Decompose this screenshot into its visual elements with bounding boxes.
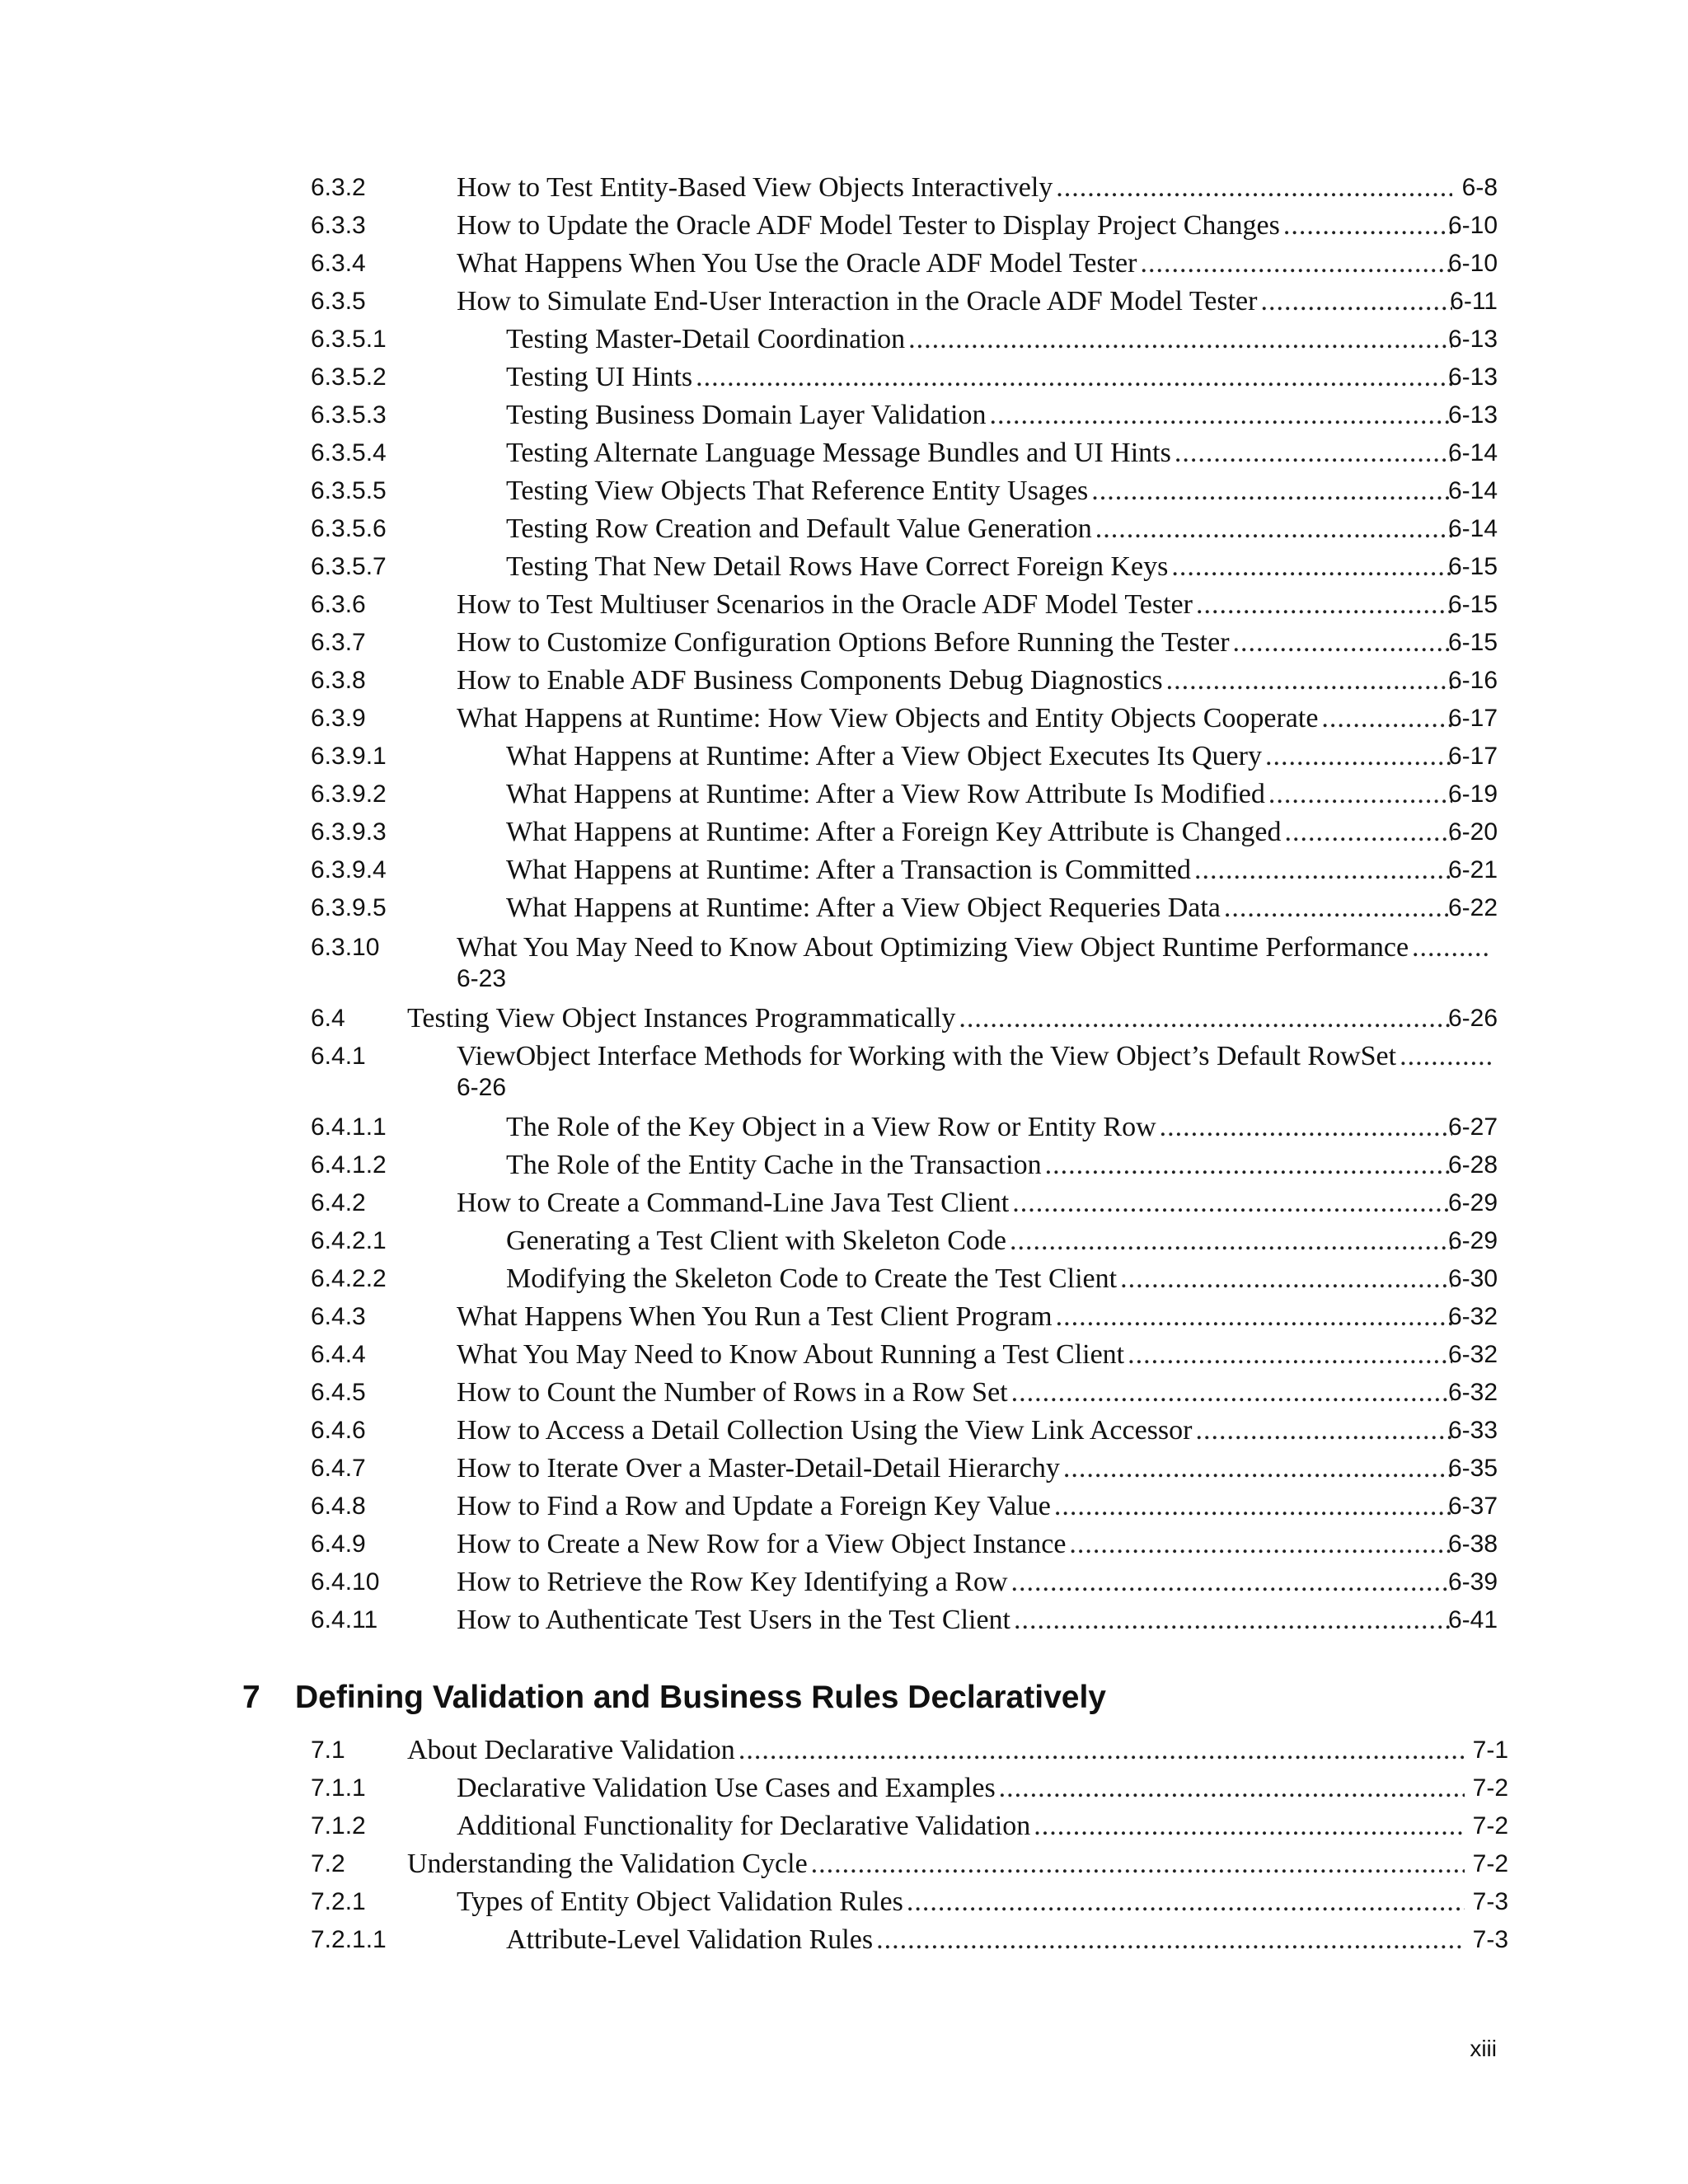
entry-page: 7-3: [1472, 1926, 1508, 1953]
toc-entry[interactable]: [0, 1526, 1688, 1563]
dot-leader: [696, 359, 1452, 396]
entry-title: Declarative Validation Use Cases and Examples: [457, 1773, 996, 1803]
toc-entry[interactable]: [0, 1146, 1688, 1184]
entry-page: 6-37: [1447, 1493, 1498, 1520]
entry-number: 6.4.9: [311, 1530, 366, 1558]
dot-leader: [876, 1921, 1465, 1959]
entry-title: Modifying the Skeleton Code to Create the Test Client: [506, 1263, 1118, 1294]
entry-title: Additional Functionality for Declarative Validation: [457, 1811, 1031, 1841]
entry-title: What Happens at Runtime: After a View Object Executes Its Query: [506, 741, 1262, 771]
toc-entry[interactable]: [0, 1260, 1688, 1298]
entry-title: ViewObject Interface Methods for Working with the View Object’s Default RowSet: [457, 1041, 1397, 1071]
entry-number: 6.3.5.7: [311, 553, 387, 580]
entry-title: How to Iterate Over a Master-Detail-Detail Hierarchy: [457, 1453, 1060, 1483]
entry-title: How to Authenticate Test Users in the Test Client: [457, 1605, 1010, 1635]
entry-title: Types of Entity Object Validation Rules: [457, 1886, 903, 1917]
entry-page: 6-32: [1447, 1379, 1498, 1406]
toc-entry[interactable]: [0, 1732, 1688, 1769]
toc-entry[interactable]: [0, 245, 1688, 283]
entry-title: What Happens at Runtime: After a View Row Attribute Is Modified: [506, 779, 1265, 809]
dot-leader: [907, 1883, 1465, 1921]
toc-entry[interactable]: [0, 1563, 1688, 1601]
dot-leader: [1034, 1807, 1465, 1845]
dot-leader: [1063, 1450, 1452, 1488]
entry-page: 6-14: [1447, 477, 1498, 504]
entry-title: The Role of the Key Object in a View Row or Entity Row: [506, 1112, 1156, 1142]
entry-number: 6.3.9.3: [311, 818, 387, 846]
entry-number: 6.4.5: [311, 1379, 366, 1406]
entry-title: The Role of the Entity Cache in the Transaction: [506, 1150, 1042, 1180]
entry-page: 6-33: [1447, 1417, 1498, 1444]
entry-page: 6-26: [457, 1074, 507, 1101]
toc-entry[interactable]: [0, 1601, 1688, 1639]
toc-entry[interactable]: [0, 889, 1688, 927]
entry-title: What Happens When You Use the Oracle ADF Model Tester: [457, 248, 1137, 279]
entry-title: Attribute-Level Validation Rules: [506, 1924, 874, 1955]
entry-number: 6.4: [311, 1005, 345, 1032]
dot-leader: [1091, 472, 1452, 510]
entry-title: How to Count the Number of Rows in a Row Set: [457, 1377, 1008, 1408]
entry-page: 6-35: [1447, 1455, 1498, 1482]
entry-number: 6.3.5: [311, 288, 366, 315]
entry-number: 6.3.5.3: [311, 401, 387, 429]
entry-page: 6-14: [1447, 515, 1498, 542]
dot-leader: [1014, 1601, 1452, 1639]
toc-entry[interactable]: [0, 700, 1688, 738]
toc-entry[interactable]: [0, 1807, 1688, 1845]
entry-number: 6.4.3: [311, 1303, 366, 1330]
entry-number: 6.3.8: [311, 667, 366, 694]
entry-page: 6-14: [1447, 439, 1498, 466]
dot-leader: [1224, 889, 1452, 927]
entry-number: 6.3.2: [311, 174, 366, 201]
entry-page: 6-17: [1447, 705, 1498, 732]
entry-page: 6-17: [1447, 743, 1498, 770]
dot-leader: [1056, 169, 1452, 207]
entry-page: 6-10: [1447, 250, 1498, 277]
toc-entry[interactable]: [0, 1108, 1688, 1146]
entry-page: 6-13: [1447, 401, 1498, 429]
toc-entry[interactable]: [0, 359, 1688, 396]
entry-page: 6-27: [1447, 1113, 1498, 1141]
chapter-number: 7: [242, 1680, 260, 1715]
entry-title: What Happens at Runtime: How View Objects and Entity Objects Cooperate: [457, 703, 1319, 733]
toc-entry[interactable]: [0, 321, 1688, 359]
chapter-heading[interactable]: [242, 1677, 1106, 1718]
entry-title: How to Create a New Row for a View Object Instance: [457, 1529, 1067, 1559]
dot-leader: [1069, 1526, 1452, 1563]
entry-page: 6-15: [1447, 591, 1498, 618]
entry-title: Testing UI Hints: [506, 362, 693, 392]
dot-leader: [1095, 510, 1452, 548]
entry-page: 7-1: [1472, 1736, 1508, 1764]
dot-leader: [1196, 586, 1452, 624]
entry-title: How to Create a Command-Line Java Test Client: [457, 1188, 1010, 1218]
entry-number: 6.3.9.5: [311, 894, 387, 921]
entry-title: Understanding the Validation Cycle: [407, 1849, 808, 1879]
entry-number: 6.3.3: [311, 212, 366, 239]
entry-number: 6.3.4: [311, 250, 366, 277]
entry-title: Testing View Objects That Reference Entity Usages: [506, 476, 1089, 506]
entry-page: 6-16: [1447, 667, 1498, 694]
entry-title: Generating a Test Client with Skeleton Code: [506, 1226, 1006, 1256]
entry-number: 6.4.7: [311, 1455, 366, 1482]
dot-leader: [989, 396, 1452, 434]
entry-number: 7.1.1: [311, 1774, 366, 1802]
entry-page: 6-19: [1447, 780, 1498, 808]
toc-entry[interactable]: [0, 851, 1688, 889]
entry-page: 6-15: [1447, 629, 1498, 656]
entry-number: 6.4.11: [311, 1606, 378, 1633]
dot-leader: [908, 321, 1452, 359]
entry-number: 6.4.1.1: [311, 1113, 387, 1141]
entry-number: 6.3.9.4: [311, 856, 387, 883]
dot-leader: [1233, 624, 1452, 662]
entry-title: How to Test Entity-Based View Objects Interactively: [457, 172, 1053, 203]
entry-title: Testing Master-Detail Coordination: [506, 324, 906, 354]
entry-page: 6-22: [1447, 894, 1498, 921]
toc-entry[interactable]: [0, 396, 1688, 434]
entry-page: 6-38: [1447, 1530, 1498, 1558]
dot-leader: [1045, 1146, 1452, 1184]
entry-title: Testing Alternate Language Message Bundles and UI Hints: [506, 438, 1171, 468]
entry-number: 7.2: [311, 1850, 345, 1877]
entry-page: 7-3: [1472, 1888, 1508, 1915]
entry-title: How to Enable ADF Business Components Debug Diagnostics: [457, 665, 1163, 696]
toc-entry[interactable]: [0, 472, 1688, 510]
entry-title: How to Update the Oracle ADF Model Tester to Display Project Changes: [457, 210, 1280, 241]
entry-title: How to Customize Configuration Options Before Running the Tester: [457, 627, 1230, 658]
toc-entry[interactable]: [0, 1298, 1688, 1336]
entry-page: 7-2: [1472, 1774, 1508, 1802]
entry-title: What Happens at Runtime: After a Transaction is Committed: [506, 855, 1191, 885]
entry-page: 7-2: [1472, 1850, 1508, 1877]
entry-number: 6.4.1: [311, 1043, 366, 1070]
entry-title: What Happens at Runtime: After a Foreign Key Attribute is Changed: [506, 817, 1282, 847]
toc-entry[interactable]: [0, 1450, 1688, 1488]
entry-page: 6-41: [1447, 1606, 1498, 1633]
dot-leader: [1140, 245, 1452, 283]
entry-title: What You May Need to Know About Optimizing View Object Runtime Performance: [457, 932, 1409, 963]
entry-number: 6.4.2.1: [311, 1227, 387, 1254]
toc-entry[interactable]: [0, 1845, 1688, 1883]
entry-page: 6-13: [1447, 326, 1498, 353]
entry-page: 7-2: [1472, 1812, 1508, 1840]
entry-page: 6-32: [1447, 1303, 1498, 1330]
entry-number: 7.2.1: [311, 1888, 366, 1915]
entry-title: How to Simulate End-User Interaction in the Oracle ADF Model Tester: [457, 286, 1258, 316]
dot-leader: [959, 1000, 1452, 1038]
entry-page: 6-29: [1447, 1227, 1498, 1254]
dot-leader: [1195, 1412, 1452, 1450]
entry-title: How to Retrieve the Row Key Identifying a Row: [457, 1567, 1008, 1597]
toc-entry[interactable]: [0, 510, 1688, 548]
chapter-title: Defining Validation and Business Rules Declaratively: [295, 1680, 1106, 1715]
entry-number: 6.3.7: [311, 629, 366, 656]
dot-leader: [1194, 851, 1452, 889]
entry-number: 6.3.5.5: [311, 477, 387, 504]
entry-number: 6.3.9: [311, 705, 366, 732]
toc-entry[interactable]: [0, 1412, 1688, 1450]
entry-number: 7.1: [311, 1736, 345, 1764]
dot-leader: [738, 1732, 1465, 1769]
dot-leader: [1012, 1184, 1452, 1222]
entry-number: 6.3.5.4: [311, 439, 387, 466]
entry-number: 6.4.8: [311, 1493, 366, 1520]
dot-leader: [1011, 1374, 1452, 1412]
entry-page: 6-10: [1447, 212, 1498, 239]
entry-number: 6.3.5.6: [311, 515, 387, 542]
entry-page: 6-8: [1461, 174, 1498, 201]
entry-page: 6-39: [1447, 1568, 1498, 1596]
entry-page: 6-15: [1447, 553, 1498, 580]
entry-title: What Happens at Runtime: After a View Object Requeries Data: [506, 893, 1221, 923]
toc-entry[interactable]: [0, 662, 1688, 700]
toc-entry[interactable]: [0, 813, 1688, 851]
entry-title: Testing Business Domain Layer Validation: [506, 400, 987, 430]
toc-entry[interactable]: [0, 1883, 1688, 1921]
entry-number: 6.4.1.2: [311, 1151, 387, 1179]
entry-number: 6.3.9.2: [311, 780, 387, 808]
dot-leader: [1056, 1298, 1452, 1336]
entry-page: 6-11: [1450, 288, 1498, 315]
entry-number: 7.2.1.1: [311, 1926, 387, 1953]
toc-entry[interactable]: [0, 283, 1688, 321]
dot-leader: [1171, 548, 1452, 586]
toc-entry[interactable]: [0, 776, 1688, 813]
toc-entry[interactable]: [0, 207, 1688, 245]
toc-entry-continuation: [0, 960, 1688, 998]
entry-number: 6.3.10: [311, 934, 380, 961]
entry-number: 6.4.2.2: [311, 1265, 387, 1292]
toc-entry[interactable]: [0, 1336, 1688, 1374]
entry-number: 6.3.6: [311, 591, 366, 618]
dot-leader: [1175, 434, 1452, 472]
entry-number: 6.3.5.2: [311, 363, 387, 391]
entry-title: What Happens When You Run a Test Client Program: [457, 1301, 1053, 1332]
entry-number: 6.4.4: [311, 1341, 366, 1368]
entry-number: 6.4.6: [311, 1417, 366, 1444]
dot-leader: [1166, 662, 1452, 700]
entry-title: Testing View Object Instances Programmatically: [407, 1003, 956, 1033]
toc-entry[interactable]: [0, 624, 1688, 662]
entry-number: 7.1.2: [311, 1812, 366, 1840]
toc-entry[interactable]: [0, 1000, 1688, 1038]
toc-entry[interactable]: [0, 1222, 1688, 1260]
entry-number: 6.3.5.1: [311, 326, 387, 353]
entry-title: How to Test Multiuser Scenarios in the Oracle ADF Model Tester: [457, 589, 1193, 620]
entry-page: 6-26: [1447, 1005, 1498, 1032]
entry-page: 6-13: [1447, 363, 1498, 391]
entry-page: 6-28: [1447, 1151, 1498, 1179]
dot-leader: [1128, 1336, 1452, 1374]
toc-entry[interactable]: [0, 1184, 1688, 1222]
toc-entry[interactable]: [0, 1374, 1688, 1412]
entry-page: 6-21: [1447, 856, 1498, 883]
dot-leader: [1160, 1108, 1452, 1146]
entry-number: 6.4.10: [311, 1568, 380, 1596]
toc-entry[interactable]: [0, 1921, 1688, 1959]
entry-page: 6-30: [1447, 1265, 1498, 1292]
dot-leader: [1120, 1260, 1452, 1298]
dot-leader: [1010, 1222, 1452, 1260]
entry-number: 6.4.2: [311, 1189, 366, 1216]
toc-entry[interactable]: [0, 586, 1688, 624]
entry-page: 6-23: [457, 965, 507, 992]
toc-entry[interactable]: [0, 434, 1688, 472]
dot-leader: [811, 1845, 1465, 1883]
toc-entry[interactable]: [0, 1488, 1688, 1526]
entry-title: Testing That New Detail Rows Have Correct Foreign Keys: [506, 551, 1169, 582]
toc-entry[interactable]: [0, 1769, 1688, 1807]
entry-title: Testing Row Creation and Default Value Generation: [506, 513, 1092, 544]
dot-leader: [999, 1769, 1465, 1807]
dot-leader: [1054, 1488, 1452, 1526]
toc-entry[interactable]: [0, 738, 1688, 776]
entry-title: How to Access a Detail Collection Using the View Link Accessor: [457, 1415, 1193, 1446]
entry-page: 6-32: [1447, 1341, 1498, 1368]
entry-title: What You May Need to Know About Running a Test Client: [457, 1339, 1125, 1370]
dot-leader: [1011, 1563, 1452, 1601]
toc-entry[interactable]: [0, 169, 1688, 207]
entry-number: 6.3.9.1: [311, 743, 387, 770]
page-folio: xiii: [1470, 2036, 1497, 2061]
entry-page: 6-29: [1447, 1189, 1498, 1216]
entry-title: About Declarative Validation: [407, 1735, 735, 1765]
entry-title: How to Find a Row and Update a Foreign Key Value: [457, 1491, 1051, 1521]
toc-entry[interactable]: [0, 548, 1688, 586]
toc-entry-continuation: [0, 1069, 1688, 1107]
entry-page: 6-20: [1447, 818, 1498, 846]
